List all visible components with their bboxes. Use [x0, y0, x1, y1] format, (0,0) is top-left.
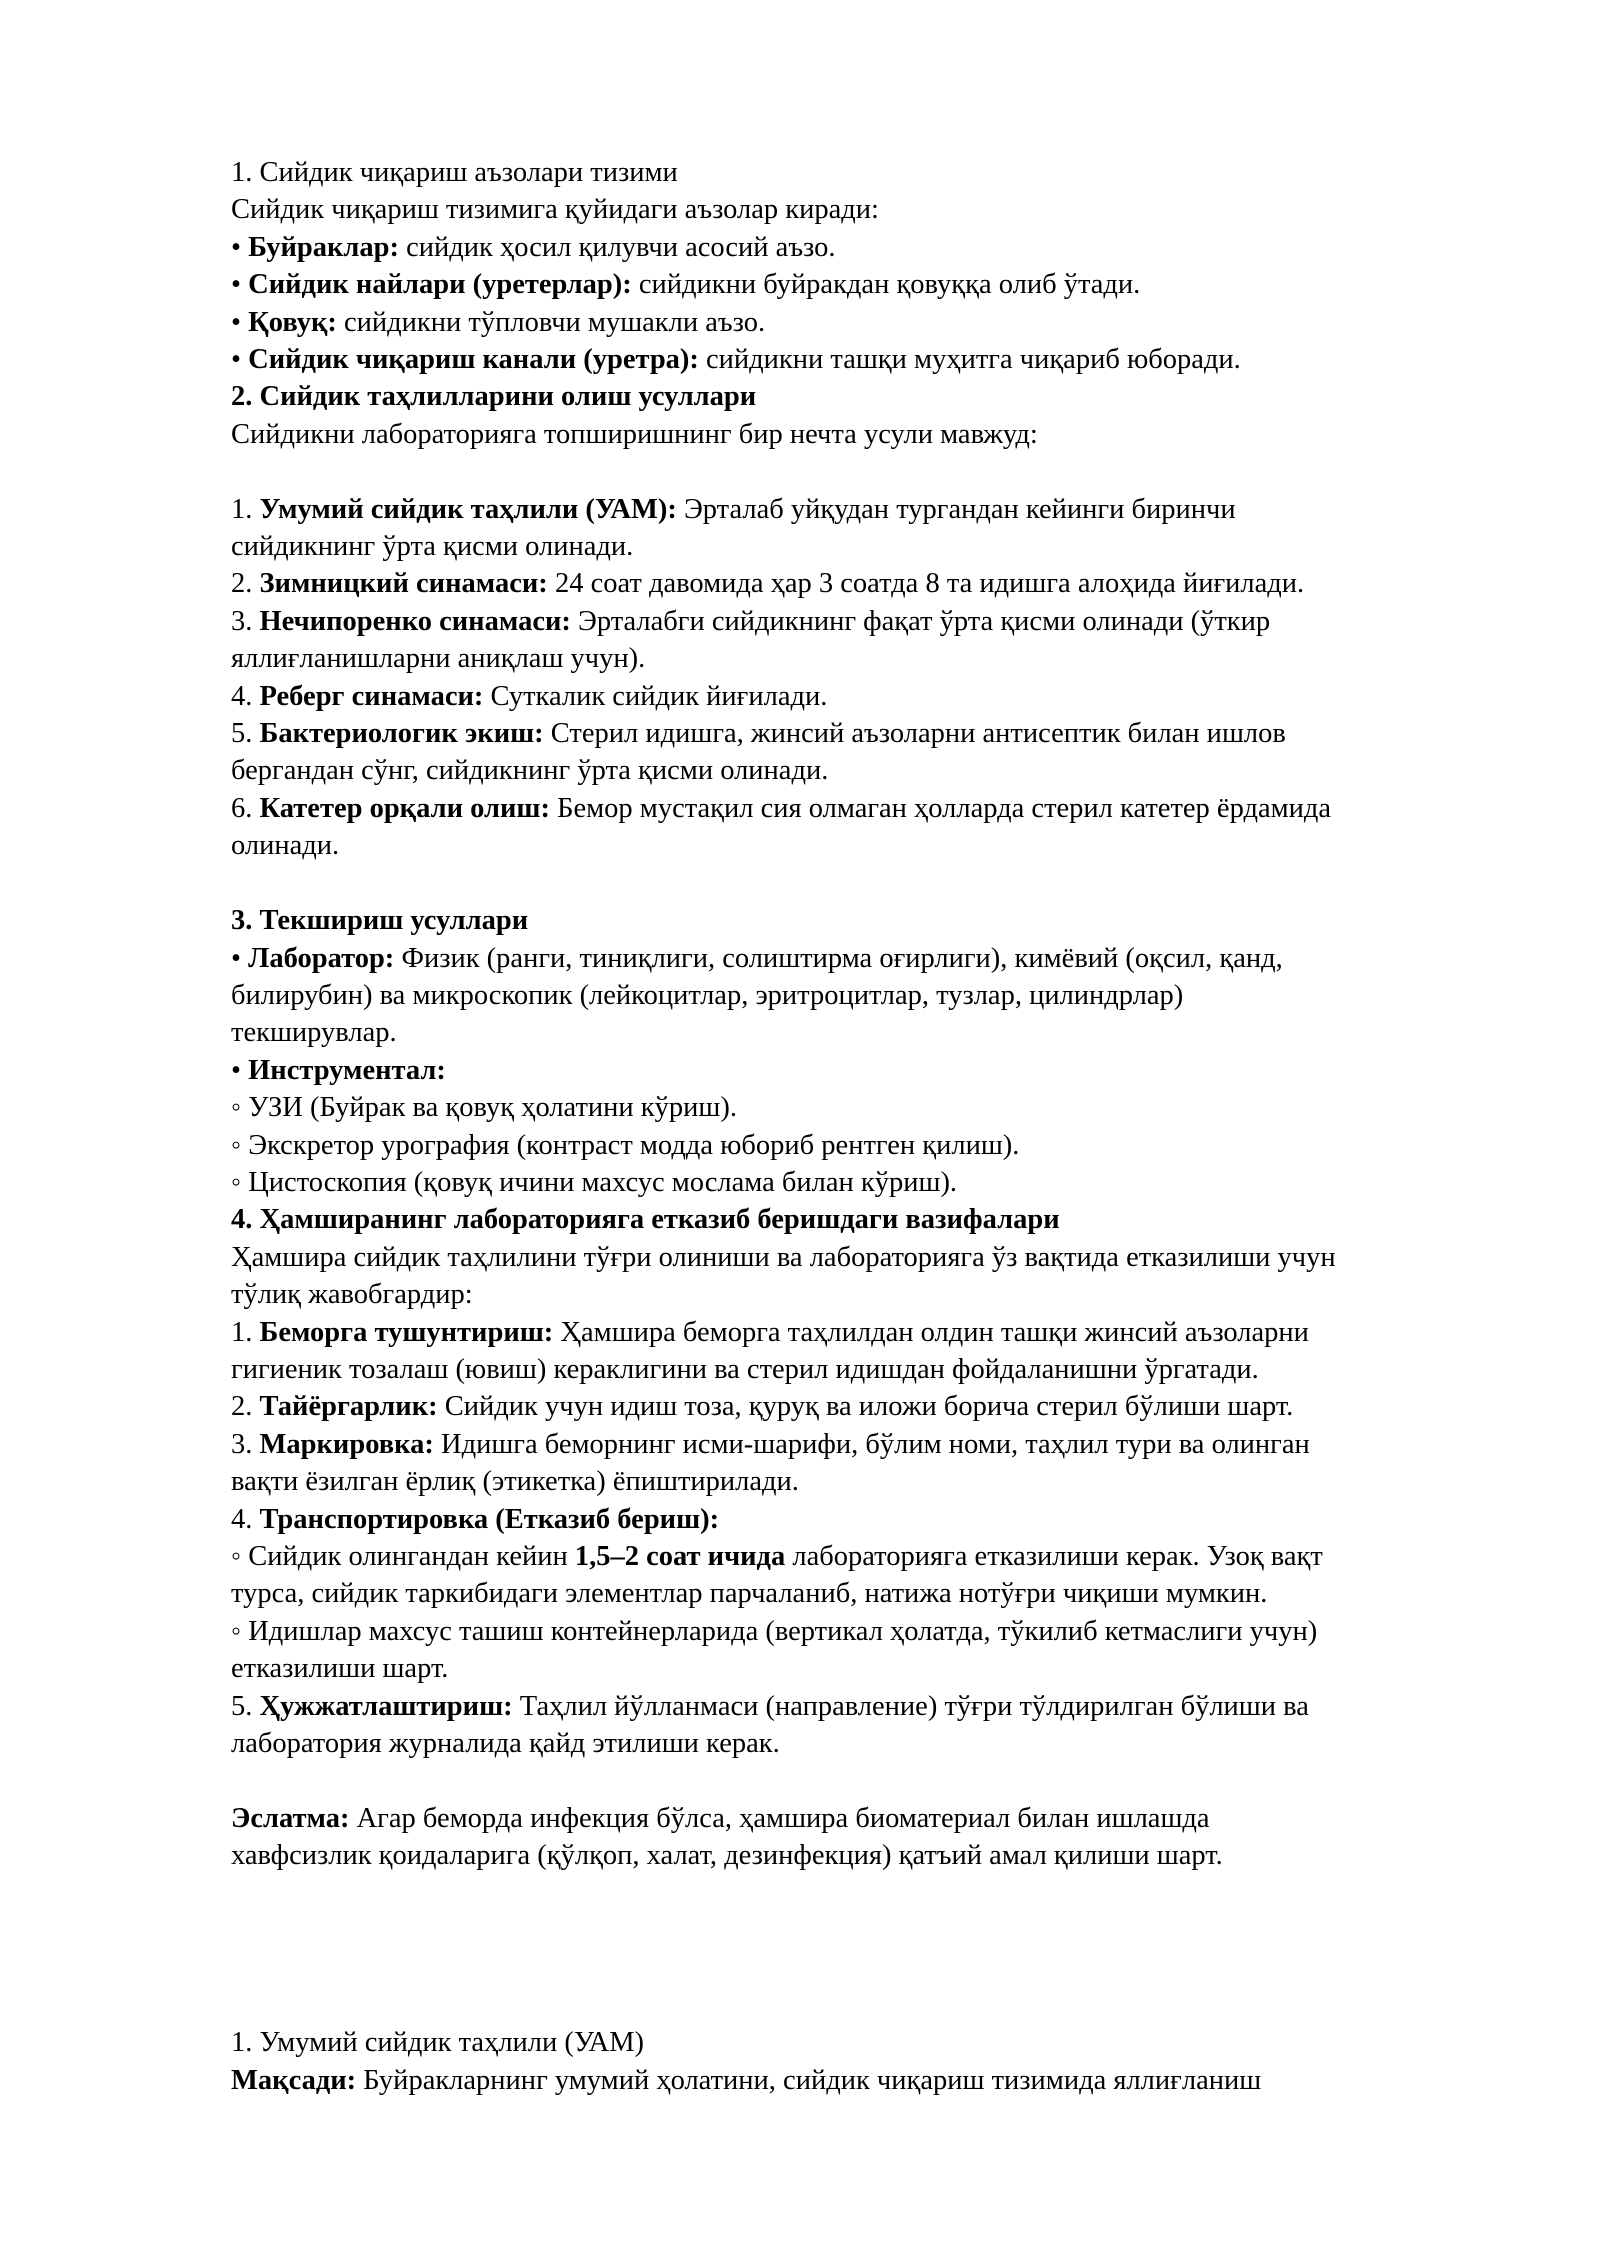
list-item: 5. Ҳужжатлаштириш: Таҳлил йўлланмаси (направление) тўғри тўлдирилган бўлиши ва	[231, 1690, 1309, 1722]
list-item: 4. Реберг синамаси: Суткалик сийдик йиғилади.	[231, 680, 828, 712]
sub-list-item-continuation: етказилиши шарт.	[231, 1653, 449, 1685]
list-item-continuation: сийдикнинг ўрта қисми олинади.	[231, 531, 634, 563]
section-4-intro-continuation: тўлиқ жавобгардир:	[231, 1279, 473, 1311]
spacer	[231, 865, 1440, 902]
spacer	[231, 1875, 1440, 1912]
list-item-continuation: олинади.	[231, 830, 340, 862]
section-4-intro: Ҳамшира сийдик таҳлилини тўғри олиниши ва лабораторияга ўз вақтида етказилиши учун	[231, 1241, 1336, 1273]
list-item: 3. Нечипоренко синамаси: Эрталабги сийдикнинг фақат ўрта қисми олинади (ўткир	[231, 605, 1271, 637]
list-item: • Сийдик найлари (уретерлар): сийдикни буйракдан қовуққа олиб ўтади.	[231, 269, 1141, 301]
section-2-heading: 2. Сийдик таҳлилларини олиш усуллари	[231, 381, 757, 413]
list-item: 6. Катетер орқали олиш: Бемор мустақил сия олмаган ҳолларда стерил катетер ёрдамида	[231, 792, 1332, 824]
sub-list-item: ◦ Сийдик олингандан кейин 1,5–2 соат ичида лабораторияга етказилиши керак. Узоқ вақт	[231, 1541, 1323, 1572]
section-5-heading: 1. Умумий сийдик таҳлили (УАМ)	[231, 2027, 645, 2059]
list-item: 5. Бактериологик экиш: Стерил идишга, жинсий аъзоларни антисептик билан ишлов	[231, 718, 1286, 750]
list-item-continuation: текширувлар.	[231, 1017, 397, 1049]
spacer	[231, 1762, 1440, 1799]
section-1-heading: 1. Сийдик чиқариш аъзолари тизими	[231, 157, 678, 188]
list-item-continuation: билирубин) ва микроскопик (лейкоцитлар, эритроцитлар, тузлар, цилиндрлар)	[231, 979, 1184, 1011]
note: Эслатма: Агар беморда инфекция бўлса, ҳамшира биоматериал билан ишлашда	[231, 1802, 1210, 1834]
list-item-continuation: лаборатория журналида қайд этилиши керак.	[231, 1728, 780, 1760]
section-1-intro: Сийдик чиқариш тизимига қуйидаги аъзолар киради:	[231, 194, 879, 226]
list-item: • Қовуқ: сийдикни тўпловчи мушакли аъзо.	[231, 306, 766, 338]
sub-list-item-continuation: турса, сийдик таркибидаги элементлар парчаланиб, натижа нотўғри чиқиши мумкин.	[231, 1578, 1268, 1610]
section-3-heading: 3. Текшириш усуллари	[231, 905, 529, 937]
list-item: 4. Транспортировка (Етказиб бериш):	[231, 1503, 720, 1535]
sub-list-item: ◦ Экскретор урография (контраст модда юбориб рентген қилиш).	[231, 1129, 1020, 1161]
note-continuation: хавфсизлик қоидаларига (қўлқоп, халат, дезинфекция) қатъий амал қилиши шарт.	[231, 1840, 1223, 1872]
spacer	[231, 453, 1440, 490]
list-item: 3. Маркировка: Идишга беморнинг исми-шарифи, бўлим номи, таҳлил тури ва олинган	[231, 1428, 1310, 1460]
purpose-line: Мақсади: Буйракларнинг умумий ҳолатини, сийдик чиқариш тизимида яллиғланиш	[231, 2064, 1262, 2096]
list-item-continuation: бергандан сўнг, сийдикнинг ўрта қисми олинади.	[231, 755, 829, 787]
sub-list-item: ◦ Идишлар махсус ташиш контейнерларида (вертикал ҳолатда, тўкилиб кетмаслиги учун)	[231, 1615, 1318, 1647]
list-item: 1. Беморга тушунтириш: Ҳамшира беморга таҳлилдан олдин ташқи жинсий аъзоларни	[231, 1316, 1309, 1348]
list-item: 2. Зимницкий синамаси: 24 соат давомида ҳар 3 соатда 8 та идишга алоҳида йиғилади.	[231, 568, 1305, 600]
spacer	[231, 1949, 1440, 1986]
list-item-continuation: яллиғланишларни аниқлаш учун).	[231, 643, 646, 675]
list-item: • Инструментал:	[231, 1054, 446, 1086]
sub-list-item: ◦ Цистоскопия (қовуқ ичини махсус мослама билан кўриш).	[231, 1166, 958, 1198]
spacer	[231, 1912, 1440, 1949]
section-4-heading: 4. Ҳамширанинг лабораторияга етказиб беришдаги вазифалари	[231, 1204, 1060, 1236]
section-2-intro: Сийдикни лабораторияга топширишнинг бир нечта усули мавжуд:	[231, 418, 1038, 450]
sub-list-item: ◦ УЗИ (Буйрак ва қовуқ ҳолатини кўриш).	[231, 1092, 737, 1124]
list-item: 1. Умумий сийдик таҳлили (УАМ): Эрталаб уйқудан тургандан кейинги биринчи	[231, 493, 1236, 525]
list-item: • Сийдик чиқариш канали (уретра): сийдикни ташқи муҳитга чиқариб юборади.	[231, 344, 1241, 376]
list-item: • Буйраклар: сийдик ҳосил қилувчи асосий аъзо.	[231, 231, 836, 263]
list-item-continuation: гигиеник тозалаш (ювиш) кераклигини ва стерил идишдан фойдаланишни ўргатади.	[231, 1353, 1259, 1385]
list-item: • Лаборатор: Физик (ранги, тиниқлиги, солиштирма оғирлиги), кимёвий (оқсил, қанд,	[231, 942, 1283, 974]
spacer	[231, 1987, 1440, 2024]
list-item-continuation: вақти ёзилган ёрлиқ (этикетка) ёпиштирилади.	[231, 1466, 799, 1498]
list-item: 2. Тайёргарлик: Сийдик учун идиш тоза, қуруқ ва иложи борича стерил бўлиши шарт.	[231, 1391, 1294, 1423]
